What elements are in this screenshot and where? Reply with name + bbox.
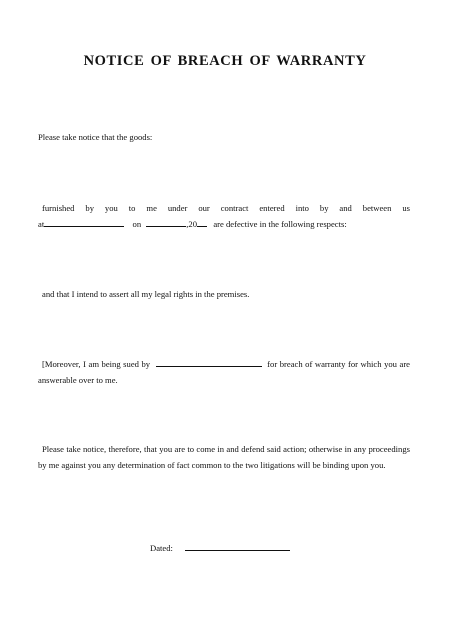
plaintiff-blank — [156, 358, 262, 367]
sued-text-2: for breach of warranty for which you are answerable over to me. — [38, 359, 410, 385]
defective-text: are defective in the following respects: — [213, 218, 347, 229]
paragraph-notice — [38, 442, 410, 473]
dated-line — [150, 541, 290, 556]
at-label: at — [38, 218, 45, 229]
furnished-line-2 — [38, 217, 410, 233]
sued-text-1: [Moreover, I am being sued by — [42, 359, 151, 369]
paragraph-goods — [38, 130, 410, 146]
document-title: NOTICE OF BREACH OF WARRANTY — [83, 53, 367, 69]
paragraph-furnished — [38, 201, 410, 232]
furnished-line-1 — [38, 201, 410, 217]
dated-label: Dated: — [150, 543, 173, 553]
place-blank — [44, 218, 124, 227]
notice-text: Please take notice, therefore, that you are to come in and defend said action; otherwise in any proceedings by me against you any determination of fact common to the two litigations will be binding upon you. — [38, 444, 410, 470]
furnished-text: furnished by you to me under our contract entered into by and between us — [42, 203, 410, 213]
paragraph-rights — [38, 287, 410, 303]
year-blank — [197, 218, 207, 227]
date-blank — [146, 218, 186, 227]
paragraph-sued — [38, 357, 410, 388]
year-label: ,20 — [186, 218, 198, 229]
goods-text: Please take notice that the goods: — [38, 132, 153, 142]
dated-blank — [185, 542, 290, 551]
on-label: on — [132, 218, 142, 229]
rights-text: and that I intend to assert all my legal rights in the premises. — [42, 289, 250, 299]
